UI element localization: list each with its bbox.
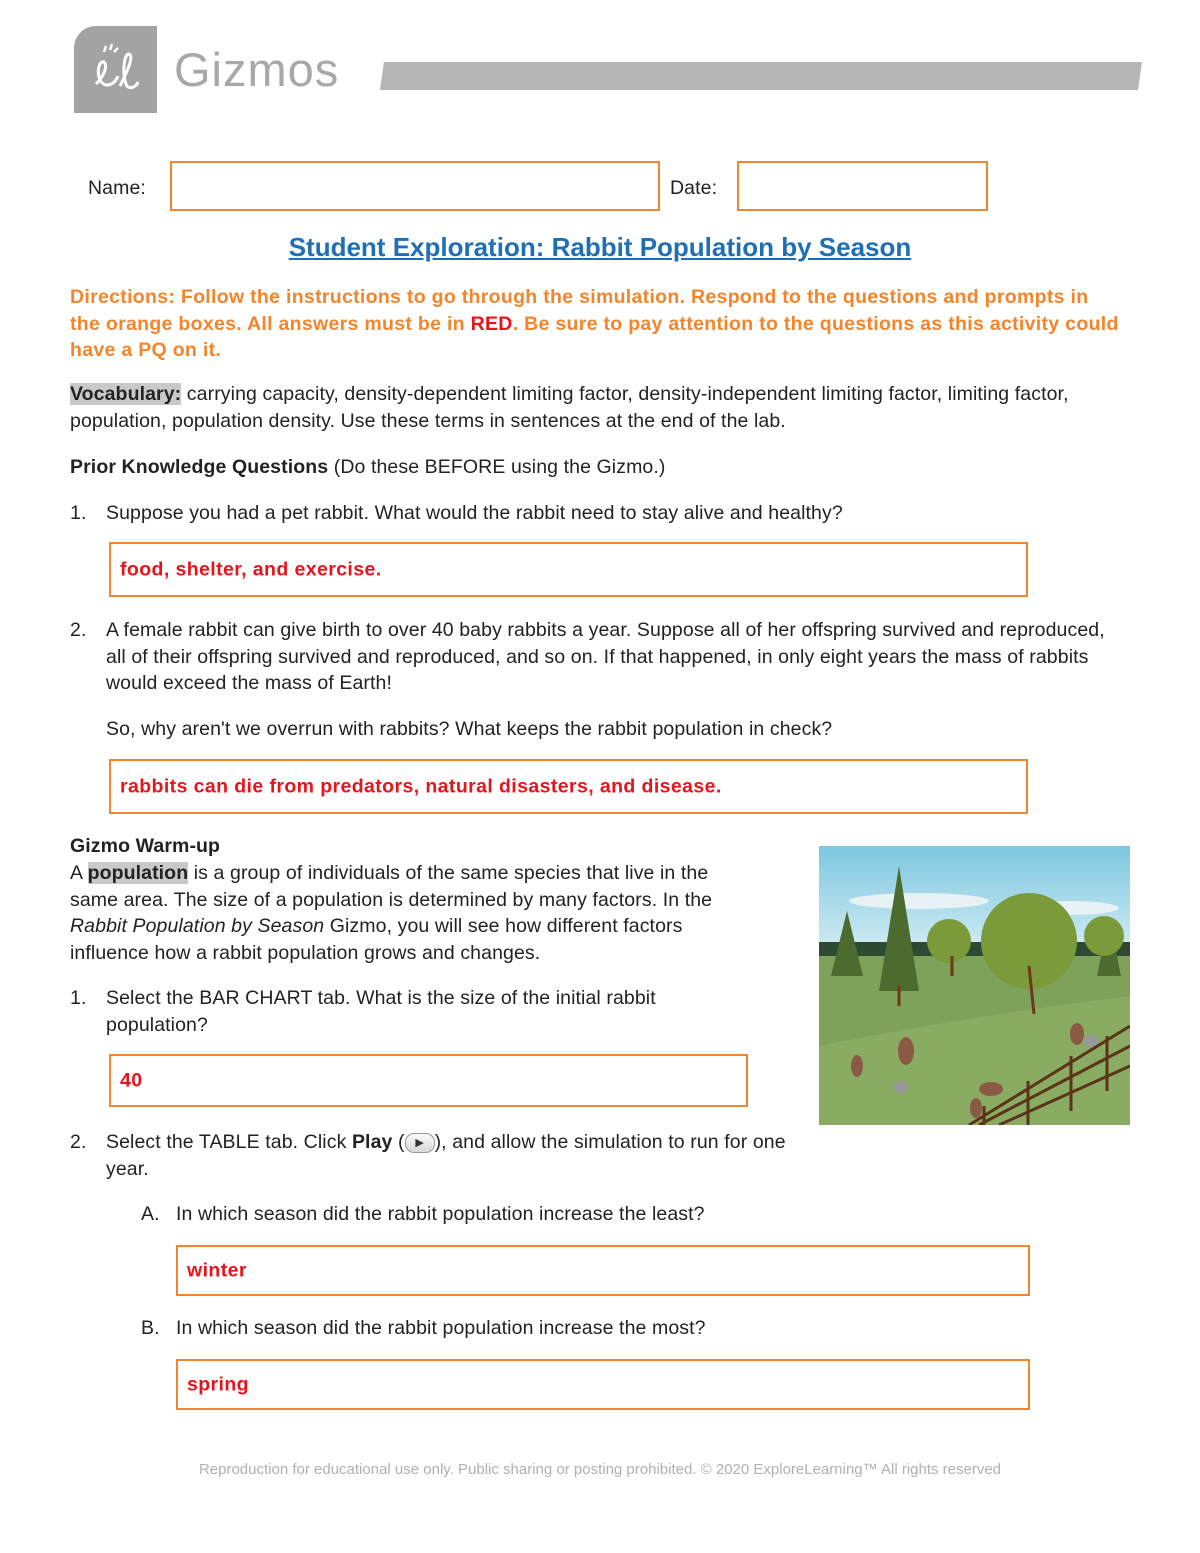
q2b-text: In which season did the rabbit population increase the most? xyxy=(176,1317,706,1339)
vocabulary-text: carrying capacity, density-dependent limiting factor, density-independent limiting factor, limiting factor, population, population density. Use these terms in sentences at the end of the lab. xyxy=(70,383,1069,432)
date-field[interactable] xyxy=(737,161,988,211)
rabbit-gizmo-image xyxy=(819,846,1130,1125)
warmup-q1-text: Select the BAR CHART tab. What is the size of the initial rabbit population? xyxy=(106,987,656,1036)
q2a-answer: winter xyxy=(187,1259,247,1281)
play-icon: ▶ xyxy=(405,1133,435,1153)
prior-heading: Prior Knowledge Questions xyxy=(70,456,329,478)
name-field[interactable] xyxy=(170,161,660,211)
q2-answer-box[interactable] xyxy=(109,759,1028,814)
warmup-heading: Gizmo Warm-up xyxy=(70,835,221,857)
directions-text-2: . Be sure to pay attention to the questions as this activity could have a PQ on it. xyxy=(70,312,1119,361)
page-title: Student Exploration: Rabbit Population by Season xyxy=(288,232,912,262)
logo xyxy=(74,26,157,113)
intro-text-3: Gizmo, you will see how different factors influence how a rabbit population grows and changes. xyxy=(70,915,683,964)
q1-text: Suppose you had a pet rabbit. What would the rabbit need to stay alive and healthy? xyxy=(106,502,843,524)
q2-text-b: ( xyxy=(392,1131,405,1153)
q2-number: 2. xyxy=(70,619,87,641)
date-label: Date: xyxy=(670,177,718,199)
directions-red-word: RED xyxy=(470,312,513,335)
q2a-letter: A. xyxy=(141,1203,160,1225)
directions-text: Directions: Follow the instructions to go through the simulation. Respond to the questions and prompts in the orange boxes. All answers must be in xyxy=(70,286,1089,335)
logo-text: Gizmos xyxy=(174,43,340,96)
prior-knowledge-heading xyxy=(70,454,666,481)
q2-text: A female rabbit can give birth to over 40 baby rabbits a year. Suppose all of her offspring survived and reproduced, all of their offspring survived and reproduced, and so on. If that happened, in only eight years the mass of rabbits would exceed the mass of Earth! xyxy=(106,619,1105,694)
warmup-q2-text xyxy=(106,1129,821,1182)
q2-text-a: Select the TABLE tab. Click xyxy=(106,1131,352,1153)
warmup-q1-number: 1. xyxy=(70,987,87,1009)
q2b-letter: B. xyxy=(141,1317,160,1339)
q2-text-c: ), and allow the simulation to run for one year. xyxy=(106,1131,786,1180)
gizmo-name: Rabbit Population by Season xyxy=(70,915,325,937)
header-bar xyxy=(380,62,1142,90)
q2-followup: So, why aren't we overrun with rabbits? What keeps the rabbit population in check? xyxy=(106,718,833,740)
name-label: Name: xyxy=(88,177,146,199)
intro-text-2: is a group of individuals of the same species that live in the same area. The size of a population is determined by many factors. In the xyxy=(70,862,713,911)
vocabulary-label: Vocabulary: xyxy=(70,383,182,405)
directions xyxy=(70,284,1120,364)
intro-text: A xyxy=(70,862,88,884)
footer: Reproduction for educational use only. Public sharing or posting prohibited. © 2020 ExploreLearning™ All rights reserved xyxy=(198,1461,1002,1478)
q1-answer: food, shelter, and exercise. xyxy=(120,558,382,580)
q1-answer-box[interactable] xyxy=(109,542,1028,597)
play-label: Play xyxy=(351,1131,393,1153)
warmup-q2-number: 2. xyxy=(70,1131,87,1153)
q1-number: 1. xyxy=(70,502,87,524)
vocabulary xyxy=(70,381,1130,434)
q2a-text: In which season did the rabbit population increase the least? xyxy=(176,1203,705,1225)
q2a-answer-box[interactable] xyxy=(176,1245,1030,1296)
warmup-q1-answer: 40 xyxy=(120,1069,143,1091)
q2-answer: rabbits can die from predators, natural disasters, and disease. xyxy=(120,775,722,797)
q2b-answer-box[interactable] xyxy=(176,1359,1030,1410)
explorelearning-logo-mark xyxy=(74,26,157,113)
q2b-answer: spring xyxy=(187,1373,249,1395)
warmup-q1-answer-box[interactable] xyxy=(109,1054,748,1107)
prior-subheading: (Do these BEFORE using the Gizmo.) xyxy=(328,456,666,478)
population-term: population xyxy=(87,862,189,884)
warmup-intro xyxy=(70,860,760,966)
